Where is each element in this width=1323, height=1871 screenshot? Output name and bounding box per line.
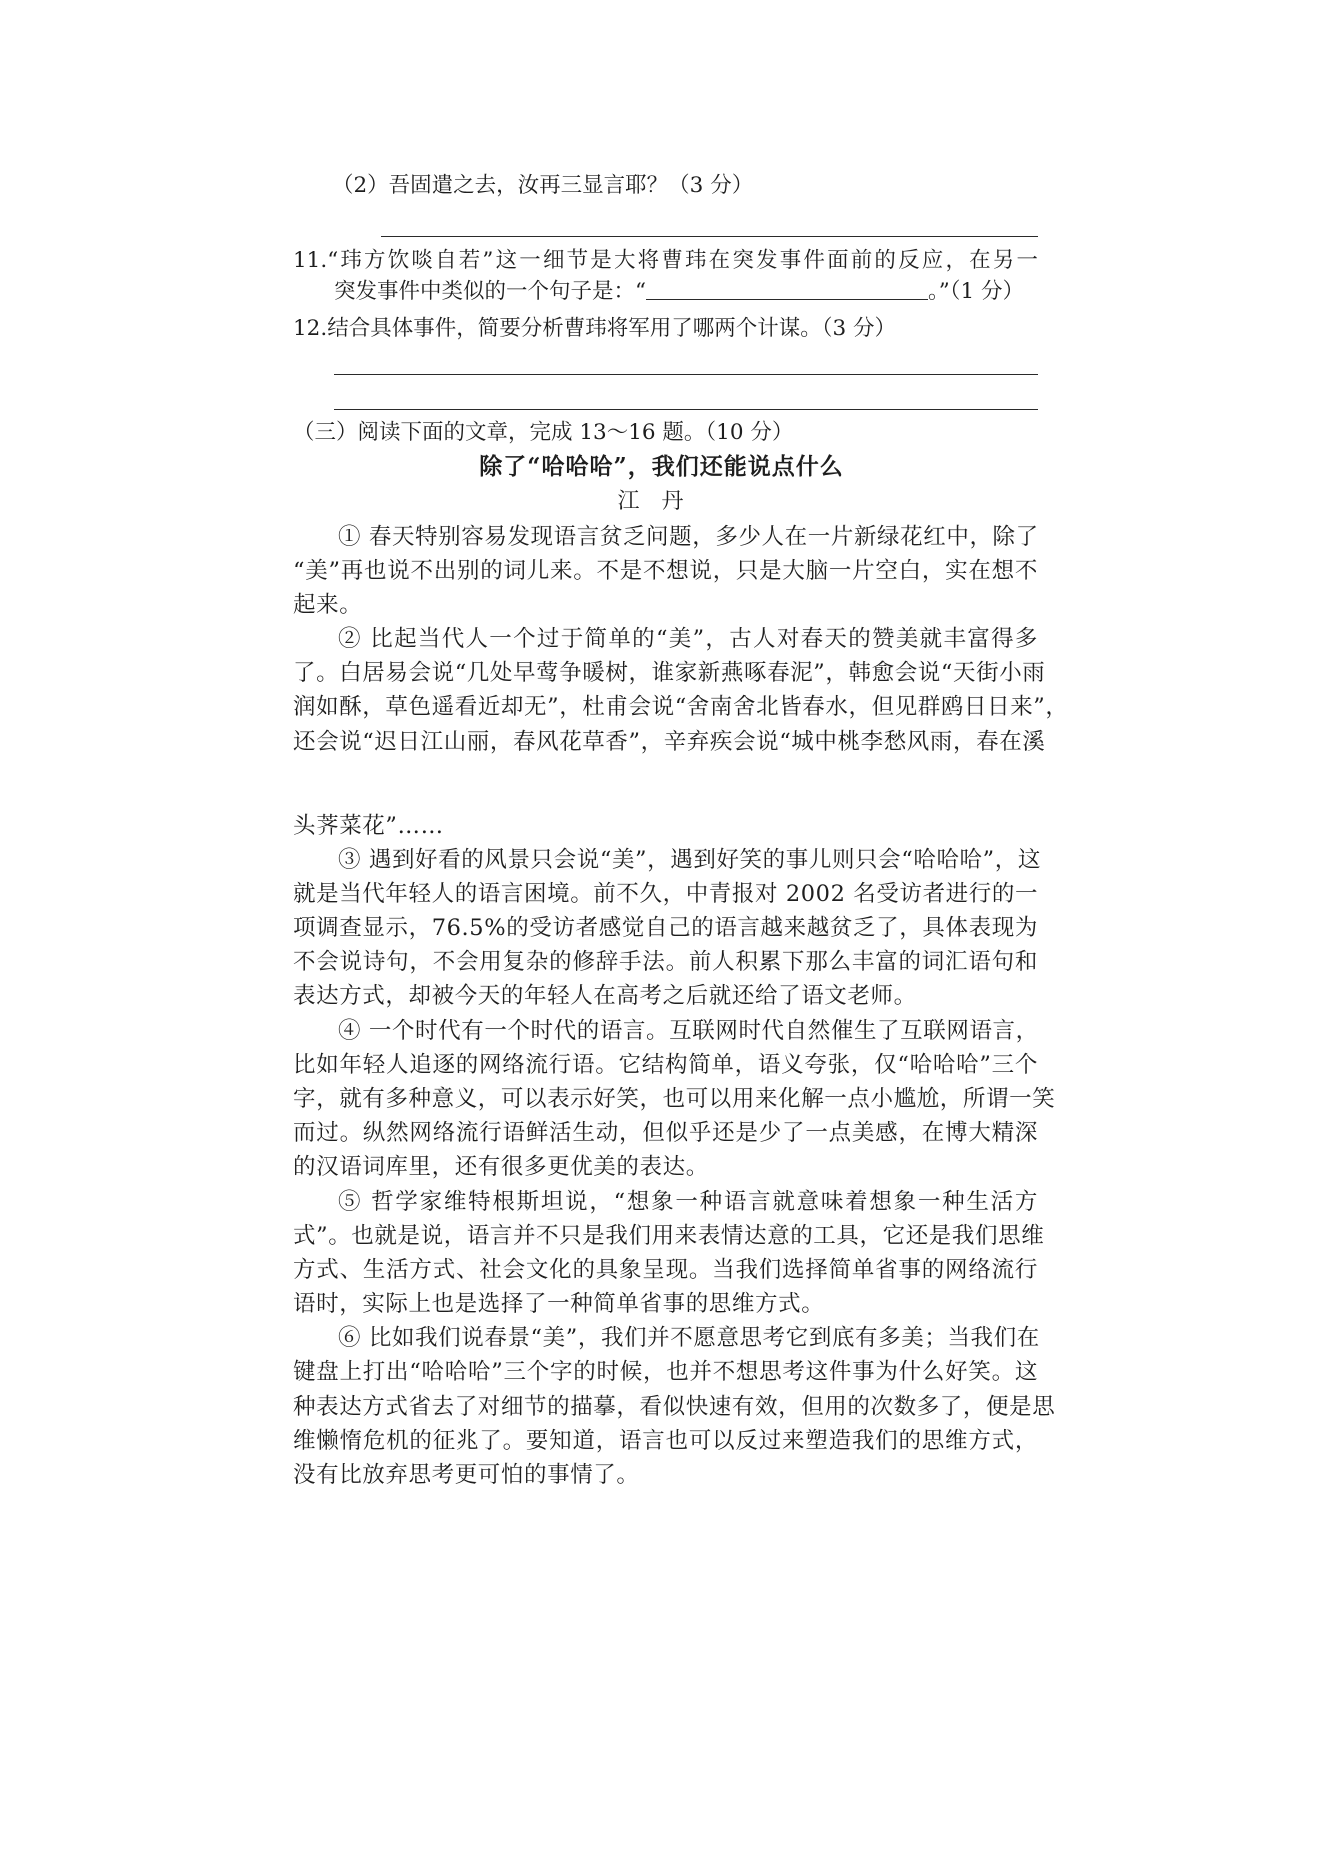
p5-line-4: 语时，实际上也是选择了一种简单省事的思维方式。	[293, 1291, 825, 1317]
q11-text-line1: 11.“玮方饮啖自若”这一细节是大将曹玮在突发事件面前的反应，在另一	[293, 248, 1038, 273]
p3-line-5: 表达方式，却被今天的年轻人在高考之后就还给了语文老师。	[293, 983, 917, 1009]
p6-line-2: 键盘上打出“哈哈哈”三个字的时候，也并不想思考这件事为什么好笑。这	[293, 1359, 1038, 1385]
q12-answer-line-2[interactable]	[334, 409, 1038, 410]
q11-suffix: 。”（1 分）	[928, 279, 1025, 304]
p6-line-3: 种表达方式省去了对细节的描摹，看似快速有效，但用的次数多了，便是思	[293, 1394, 1056, 1420]
p1-line-1: ① 春天特别容易发现语言贫乏问题，多少人在一片新绿花红中，除了	[338, 524, 1039, 550]
p3-line-2: 就是当代年轻人的语言困境。前不久，中青报对 2002 名受访者进行的一	[293, 881, 1039, 907]
p6-line-1: ⑥ 比如我们说春景“美”，我们并不愿意思考它到底有多美；当我们在	[338, 1325, 1040, 1351]
p4-line-1: ④ 一个时代有一个时代的语言。互联网时代自然催生了互联网语言，	[338, 1018, 1039, 1044]
p2-line-5: 头荠菜花”……	[293, 813, 444, 839]
p1-line-3: 起来。	[293, 592, 363, 618]
p4-line-4: 而过。纵然网络流行语鲜活生动，但似乎还是少了一点美感，在博大精深	[293, 1120, 1038, 1146]
p3-line-4: 不会说诗句，不会用复杂的修辞手法。前人积累下那么丰富的词汇语句和	[293, 949, 1038, 975]
p4-line-2: 比如年轻人追逐的网络流行语。它结构简单，语义夸张，仅“哈哈哈”三个	[293, 1052, 1038, 1078]
p2-line-2: 了。白居易会说“几处早莺争暖树，谁家新燕啄春泥”，韩愈会说“天街小雨	[293, 660, 1046, 686]
p1-line-2: “美”再也说不出别的词儿来。不是不想说，只是大脑一片空白，实在想不	[293, 558, 1038, 584]
p3-line-3: 项调查显示，76.5%的受访者感觉自己的语言越来越贫乏了，具体表现为	[293, 915, 1038, 941]
section3-heading: （三）阅读下面的文章，完成 13～16 题。（10 分）	[293, 420, 794, 445]
p5-line-2: 式”。也就是说，语言并不只是我们用来表情达意的工具，它还是我们思维	[293, 1223, 1045, 1249]
p4-line-3: 字，就有多种意义，可以表示好笑，也可以用来化解一点小尴尬，所谓一笑	[293, 1086, 1056, 1112]
p5-line-1: ⑤ 哲学家维特根斯坦说，“想象一种语言就意味着想象一种生活方	[338, 1189, 1038, 1215]
p2-line-3: 润如酥，草色遥看近却无”，杜甫会说“舍南舍北皆春水，但见群鸥日日来”，	[293, 694, 1069, 720]
p6-line-5: 没有比放弃思考更可怕的事情了。	[293, 1462, 640, 1488]
p5-line-3: 方式、生活方式、社会文化的具象呈现。当我们选择简单省事的网络流行	[293, 1257, 1038, 1283]
article-title: 除了“哈哈哈”，我们还能说点什么	[479, 453, 844, 480]
q11-prefix: 突发事件中类似的一个句子是：“	[334, 279, 646, 304]
p2-line-4: 还会说“迟日江山丽，春风花草香”，辛弃疾会说“城中桃李愁风雨，春在溪	[293, 729, 1046, 755]
p2-line-1: ② 比起当代人一个过于简单的“美”，古人对春天的赞美就丰富得多	[338, 626, 1038, 652]
q11-text-line2	[334, 277, 1024, 307]
p4-line-5: 的汉语词库里，还有很多更优美的表达。	[293, 1154, 709, 1180]
article-author: 江丹	[617, 489, 706, 514]
p6-line-4: 维懒惰危机的征兆了。要知道，语言也可以反过来塑造我们的思维方式，	[293, 1428, 1038, 1454]
q10-answer-line[interactable]	[381, 236, 1038, 237]
q12-answer-line-1[interactable]	[334, 374, 1038, 375]
q12-text: 12.结合具体事件，简要分析曹玮将军用了哪两个计谋。（3 分）	[293, 316, 896, 341]
q10-sub2: （2）吾固遣之去，汝再三显言耶？（3 分）	[332, 173, 754, 198]
q11-answer-blank[interactable]	[646, 279, 928, 300]
p3-line-1: ③ 遇到好看的风景只会说“美”，遇到好笑的事儿则只会“哈哈哈”，这	[338, 847, 1041, 873]
